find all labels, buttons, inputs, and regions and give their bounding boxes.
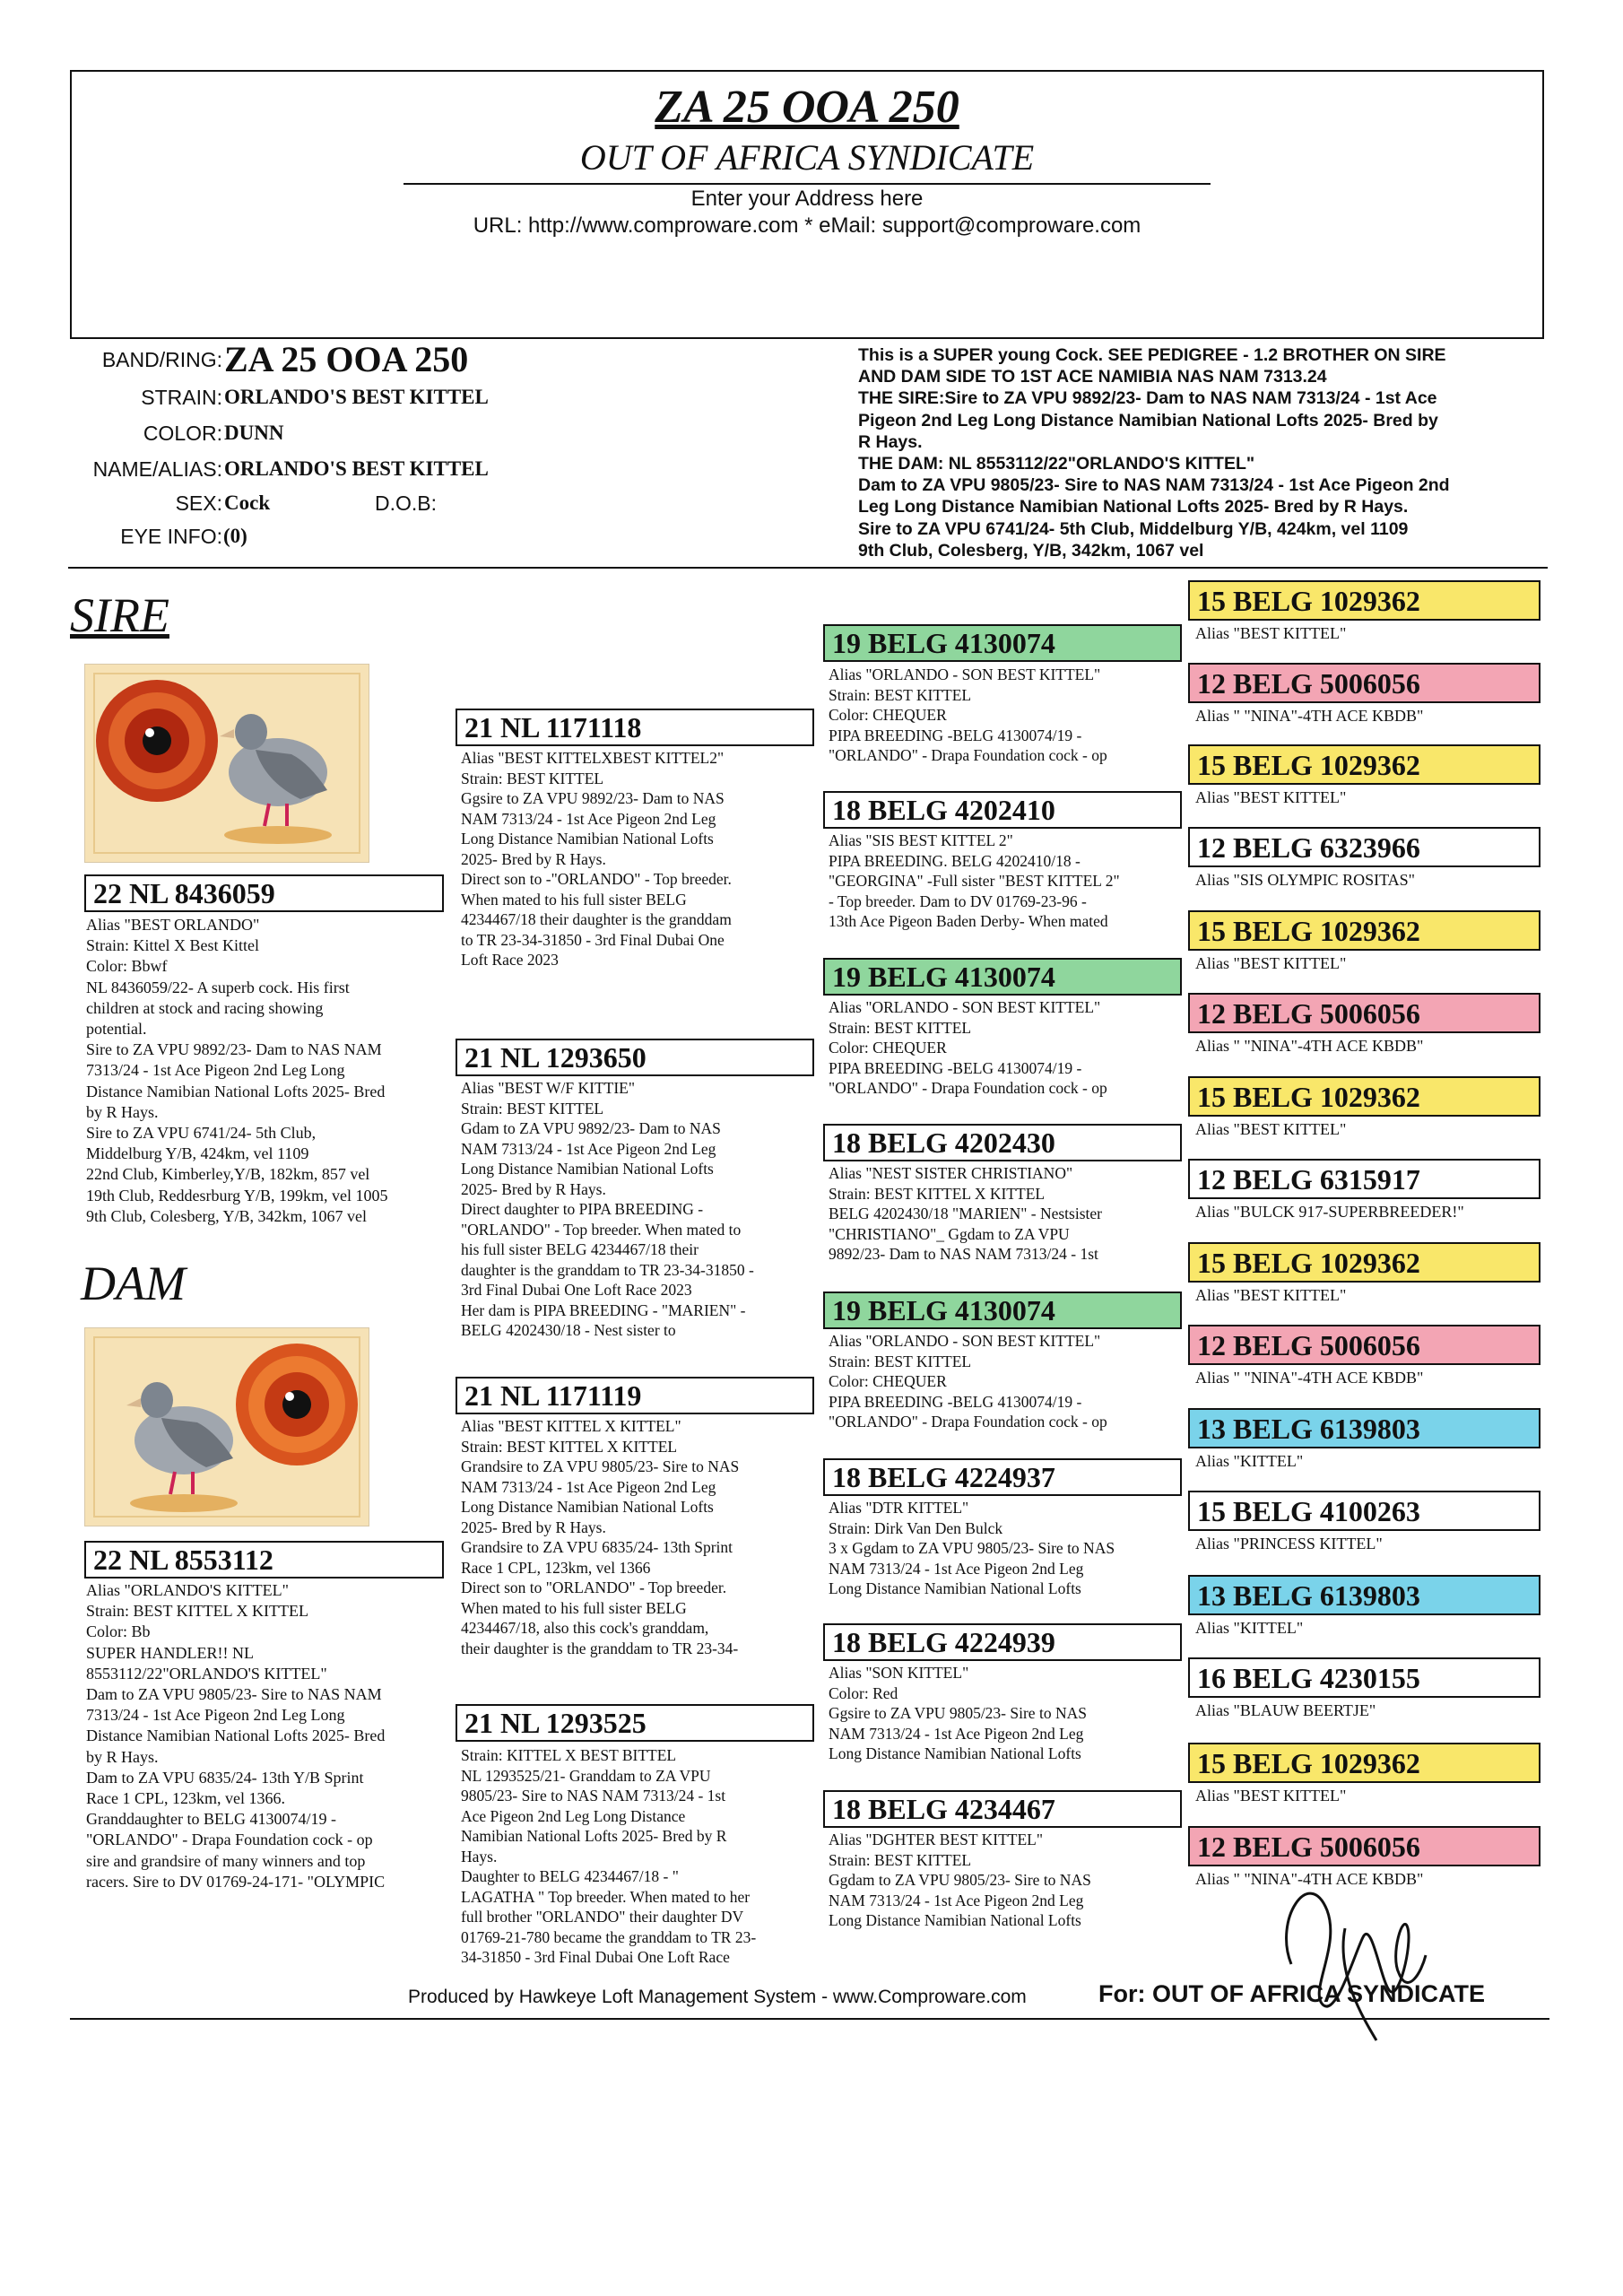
gen3-note-line: - Top breeder. Dam to DV 01769-23-96 - — [829, 891, 1087, 910]
dam-note-line: by R Hays. — [86, 1747, 159, 1766]
gen2-note-line: Ace Pigeon 2nd Leg Long Distance — [461, 1806, 686, 1825]
gen2-note-line: daughter is the granddam to TR 23-34-31850 - — [461, 1260, 754, 1279]
dam-note-line: racers. Sire to DV 01769-24-171- "OLYMPIC — [86, 1872, 386, 1891]
gen2-note-line: Long Distance Namibian National Lofts — [461, 1160, 714, 1178]
url-line: URL: http://www.comproware.com * eMail: support@comproware.com — [473, 213, 1141, 238]
gen4-band: 12 BELG 5006056 — [1197, 996, 1420, 1030]
gen2-note-line: Grandsire to ZA VPU 9805/23- Sire to NAS — [461, 1457, 740, 1475]
gen2-notes-2 — [461, 1078, 820, 1341]
gen3-note-line: Alias "ORLANDO - SON BEST KITTEL" — [829, 665, 1101, 683]
sire-note-line: Middelburg Y/B, 424km, vel 1109 — [86, 1144, 309, 1163]
dam-heading: DAM — [81, 1257, 186, 1310]
gen4-alias: Alias "BEST KITTEL" — [1195, 1120, 1347, 1138]
gen3-notes-4 — [829, 1163, 1187, 1265]
gen3-note-line: Alias "ORLANDO - SON BEST KITTEL" — [829, 1332, 1101, 1350]
dam-note-line: Dam to ZA VPU 6835/24- 13th Y/B Sprint — [86, 1768, 364, 1787]
sire-note-line: by R Hays. — [86, 1102, 159, 1121]
gen3-note-line: Ggdam to ZA VPU 9805/23- Sire to NAS — [829, 1871, 1091, 1889]
gen4-alias: Alias "BEST KITTEL" — [1195, 1286, 1347, 1304]
gen3-band: 18 BELG 4224939 — [832, 1626, 1055, 1658]
gen2-notes-3 — [461, 1416, 820, 1658]
gen4-band: 12 BELG 6315917 — [1197, 1162, 1420, 1196]
gen3-note-line: Alias "SIS BEST KITTEL 2" — [829, 831, 1013, 849]
gen3-band: 19 BELG 4130074 — [832, 961, 1055, 993]
gen3-note-line: Color: CHEQUER — [829, 1372, 947, 1390]
description-line: Pigeon 2nd Leg Long Distance Namibian National Lofts 2025- Bred by — [858, 410, 1438, 430]
gen4-alias: Alias "BEST KITTEL" — [1195, 788, 1347, 806]
gen2-note-line: NAM 7313/24 - 1st Ace Pigeon 2nd Leg — [461, 1477, 716, 1496]
gen2-note-line: BELG 4202430/18 - Nest sister to — [461, 1321, 676, 1339]
eye-value: (0) — [223, 525, 247, 547]
gen3-band-box-7[interactable] — [823, 1623, 1182, 1661]
gen4-alias: Alias " "NINA"-4TH ACE KBDB" — [1195, 1369, 1424, 1387]
gen3-note-line: Strain: BEST KITTEL — [829, 685, 972, 704]
gen3-note-line: 3 x Ggdam to ZA VPU 9805/23- Sire to NAS — [829, 1539, 1115, 1557]
gen2-note-line: 2025- Bred by R Hays. — [461, 1179, 606, 1198]
gen2-note-line: Strain: KITTEL X BEST BITTEL — [461, 1746, 677, 1764]
gen3-note-line: PIPA BREEDING -BELG 4130074/19 - — [829, 726, 1082, 744]
dam-note-line: Strain: BEST KITTEL X KITTEL — [86, 1602, 308, 1621]
gen3-band-box-8[interactable] — [823, 1790, 1182, 1828]
gen2-note-line: 2025- Bred by R Hays. — [461, 849, 606, 868]
gen3-band: 19 BELG 4130074 — [832, 627, 1055, 659]
gen2-band: 21 NL 1171118 — [464, 711, 642, 744]
gen3-note-line: Strain: BEST KITTEL — [829, 1850, 972, 1869]
gen2-note-line: Loft Race 2023 — [461, 951, 559, 969]
description-line: Dam to ZA VPU 9805/23- Sire to NAS NAM 7313/24 - 1st Ace Pigeon 2nd — [858, 475, 1450, 496]
strain-value: ORLANDO'S BEST KITTEL — [224, 386, 489, 408]
description-line: THE DAM: NL 8553112/22"ORLANDO'S KITTEL" — [858, 454, 1255, 474]
gen3-note-line: Strain: BEST KITTEL — [829, 1018, 972, 1037]
gen3-note-line: Color: CHEQUER — [829, 1039, 947, 1057]
gen2-note-line: 01769-21-780 became the granddam to TR 23- — [461, 1927, 757, 1946]
gen4-band-box-3[interactable] — [1188, 744, 1541, 785]
gen4-band: 15 BELG 1029362 — [1197, 584, 1420, 617]
gen3-note-line: "ORLANDO" - Drapa Foundation cock - op — [829, 1413, 1107, 1431]
gen2-band-box-3[interactable] — [456, 1377, 814, 1414]
dam-note-line: SUPER HANDLER!! NL — [86, 1643, 254, 1662]
gen4-band-box-11[interactable] — [1188, 1408, 1541, 1448]
gen3-note-line: Color: Red — [829, 1683, 898, 1702]
gen4-band: 12 BELG 5006056 — [1197, 1328, 1420, 1361]
gen2-note-line: NAM 7313/24 - 1st Ace Pigeon 2nd Leg — [461, 809, 716, 828]
sire-notes — [86, 915, 445, 1227]
name-value: ORLANDO'S BEST KITTEL — [224, 457, 489, 480]
gen4-band: 15 BELG 1029362 — [1197, 1746, 1420, 1779]
gen2-note-line: Direct son to -"ORLANDO" - Top breeder. — [461, 870, 732, 888]
gen3-band: 19 BELG 4130074 — [832, 1294, 1055, 1326]
sire-band: 22 NL 8436059 — [93, 877, 275, 909]
strain-label: STRAIN: — [141, 386, 222, 409]
gen3-note-line: Alias "ORLANDO - SON BEST KITTEL" — [829, 998, 1101, 1016]
gen3-band: 18 BELG 4202430 — [832, 1126, 1055, 1159]
dam-band: 22 NL 8553112 — [93, 1544, 273, 1576]
gen2-note-line: When mated to his full sister BELG — [461, 1598, 687, 1617]
sire-note-line: Strain: Kittel X Best Kittel — [86, 936, 259, 955]
gen3-note-line: PIPA BREEDING. BELG 4202410/18 - — [829, 851, 1081, 870]
gen4-alias: Alias " "NINA"-4TH ACE KBDB" — [1195, 1037, 1424, 1055]
gen3-band-box-6[interactable] — [823, 1458, 1182, 1496]
gen3-note-line: 9892/23- Dam to NAS NAM 7313/24 - 1st — [829, 1245, 1098, 1263]
gen4-alias: Alias "BLAUW BEERTJE" — [1195, 1701, 1376, 1719]
gen3-band: 18 BELG 4202410 — [832, 794, 1055, 826]
gen4-band-box-6[interactable] — [1188, 993, 1541, 1033]
gen3-note-line: PIPA BREEDING -BELG 4130074/19 - — [829, 1058, 1082, 1077]
gen2-note-line: their daughter is the granddam to TR 23-34- — [461, 1639, 739, 1657]
gen4-band-box-5[interactable] — [1188, 910, 1541, 951]
gen3-band: 18 BELG 4234467 — [832, 1793, 1055, 1825]
gen3-notes-2 — [829, 831, 1187, 932]
gen3-note-line: PIPA BREEDING -BELG 4130074/19 - — [829, 1392, 1082, 1411]
gen2-note-line: Grandsire to ZA VPU 6835/24- 13th Sprint — [461, 1538, 733, 1556]
dam-note-line: sire and grandsire of many winners and top — [86, 1851, 366, 1870]
gen2-note-line: 4234467/18, also this cock's granddam, — [461, 1619, 709, 1637]
gen3-notes-7 — [829, 1663, 1187, 1764]
sex-label: SEX: — [175, 491, 222, 515]
gen3-note-line: Alias "SON KITTEL" — [829, 1664, 969, 1682]
gen3-note-line: "ORLANDO" - Drapa Foundation cock - op — [829, 746, 1107, 764]
gen4-alias: Alias "BEST KITTEL" — [1195, 954, 1347, 972]
gen2-band-box-4[interactable] — [456, 1704, 814, 1742]
description-line: THE SIRE:Sire to ZA VPU 9892/23- Dam to NAS NAM 7313/24 - 1st Ace — [858, 388, 1437, 409]
gen4-band: 16 BELG 4230155 — [1197, 1661, 1420, 1694]
gen2-note-line: to TR 23-34-31850 - 3rd Final Dubai One — [461, 930, 725, 949]
gen3-note-line: Long Distance Namibian National Lofts — [829, 1744, 1081, 1762]
gen4-band-box-7[interactable] — [1188, 1076, 1541, 1117]
gen4-band-box-1[interactable] — [1188, 580, 1541, 621]
dob-label: D.O.B: — [375, 491, 438, 515]
gen2-note-line: Direct daughter to PIPA BREEDING - — [461, 1200, 704, 1218]
sire-note-line: 22nd Club, Kimberley,Y/B, 182km, 857 vel — [86, 1165, 370, 1184]
description-line: AND DAM SIDE TO 1ST ACE NAMIBIA NAS NAM 7313.24 — [858, 367, 1327, 387]
gen2-band: 21 NL 1171119 — [464, 1379, 642, 1412]
gen4-band: 15 BELG 1029362 — [1197, 914, 1420, 947]
gen3-band: 18 BELG 4224937 — [832, 1461, 1055, 1493]
gen4-band-box-2[interactable] — [1188, 663, 1541, 703]
header-divider — [404, 183, 1211, 185]
gen2-note-line: 3rd Final Dubai One Loft Race 2023 — [461, 1281, 692, 1299]
gen4-band: 15 BELG 1029362 — [1197, 1246, 1420, 1279]
gen3-band-box-2[interactable] — [823, 791, 1182, 829]
sire-band-box[interactable] — [84, 874, 444, 912]
gen2-note-line: Direct son to "ORLANDO" - Top breeder. — [461, 1578, 727, 1596]
gen4-alias: Alias " "NINA"-4TH ACE KBDB" — [1195, 707, 1424, 725]
header-box — [70, 70, 1544, 339]
gen4-band-box-13[interactable] — [1188, 1575, 1541, 1615]
sire-note-line: 7313/24 - 1st Ace Pigeon 2nd Leg Long — [86, 1061, 345, 1080]
description-line: R Hays. — [858, 431, 923, 452]
gen3-notes-5 — [829, 1331, 1187, 1432]
gen2-note-line: Strain: BEST KITTEL X KITTEL — [461, 1437, 678, 1456]
gen4-alias: Alias " "NINA"-4TH ACE KBDB" — [1195, 1870, 1424, 1888]
sire-note-line: 19th Club, Reddesrburg Y/B, 199km, vel 1005 — [86, 1186, 388, 1205]
gen4-band-box-9[interactable] — [1188, 1242, 1541, 1283]
gen2-note-line: "ORLANDO" - Top breeder. When mated to — [461, 1220, 742, 1239]
gen3-note-line: Long Distance Namibian National Lofts — [829, 1579, 1081, 1597]
gen2-note-line: full brother "ORLANDO" their daughter DV — [461, 1908, 744, 1926]
gen4-band-box-12[interactable] — [1188, 1491, 1541, 1531]
gen4-band-box-10[interactable] — [1188, 1325, 1541, 1365]
sire-note-line: Alias "BEST ORLANDO" — [86, 916, 260, 934]
gen3-note-line: Alias "DTR KITTEL" — [829, 1499, 969, 1517]
gen4-band: 13 BELG 6139803 — [1197, 1412, 1420, 1445]
gen2-note-line: 9805/23- Sire to NAS NAM 7313/24 - 1st — [461, 1787, 726, 1805]
dam-notes — [86, 1580, 445, 1892]
dam-note-line: 8553112/22"ORLANDO'S KITTEL" — [86, 1664, 327, 1683]
gen4-band: 15 BELG 1029362 — [1197, 1080, 1420, 1113]
sex-value: Cock — [224, 491, 271, 514]
gen2-note-line: Strain: BEST KITTEL — [461, 769, 604, 787]
gen3-note-line: Alias "NEST SISTER CHRISTIANO" — [829, 1164, 1073, 1182]
sire-photo-art — [85, 665, 369, 862]
gen2-note-line: Long Distance Namibian National Lofts — [461, 1498, 714, 1516]
gen2-note-line: Alias "BEST KITTELXBEST KITTEL2" — [461, 749, 725, 767]
info-divider — [68, 567, 1548, 569]
gen4-band: 15 BELG 1029362 — [1197, 748, 1420, 781]
gen3-note-line: Strain: Dirk Van Den Bulck — [829, 1518, 1003, 1537]
gen2-band-box-2[interactable] — [456, 1039, 814, 1076]
gen4-alias: Alias "PRINCESS KITTEL" — [1195, 1535, 1383, 1552]
gen3-note-line: NAM 7313/24 - 1st Ace Pigeon 2nd Leg — [829, 1891, 1084, 1909]
gen3-band-box-5[interactable] — [823, 1292, 1182, 1329]
sire-note-line: Distance Namibian National Lofts 2025- Bred — [86, 1082, 386, 1100]
dam-note-line: "ORLANDO" - Drapa Foundation cock - op — [86, 1831, 373, 1849]
gen2-note-line: LAGATHA " Top breeder. When mated to her — [461, 1887, 751, 1906]
gen2-band: 21 NL 1293650 — [464, 1041, 647, 1074]
band-value: ZA 25 OOA 250 — [224, 339, 469, 379]
gen4-band-box-8[interactable] — [1188, 1159, 1541, 1199]
dam-photo — [84, 1327, 369, 1526]
pedigree-title: ZA 25 OOA 250 — [655, 82, 959, 133]
gen4-band: 12 BELG 6323966 — [1197, 831, 1420, 864]
gen2-note-line: When mated to his full sister BELG — [461, 890, 687, 909]
gen2-band-box-1[interactable] — [456, 709, 814, 746]
gen2-note-line: Namibian National Lofts 2025- Bred by R — [461, 1827, 727, 1845]
gen3-band-box-3[interactable] — [823, 958, 1182, 996]
gen2-note-line: Strain: BEST KITTEL — [461, 1099, 604, 1118]
gen3-notes-8 — [829, 1830, 1187, 1931]
dam-photo-art — [85, 1328, 369, 1526]
gen4-alias: Alias "KITTEL" — [1195, 1619, 1304, 1637]
bird-description — [858, 344, 1540, 561]
sire-heading: SIRE — [70, 588, 169, 642]
color-label: COLOR: — [143, 422, 222, 445]
sire-note-line: Sire to ZA VPU 9892/23- Dam to NAS NAM — [86, 1040, 382, 1059]
footer-divider — [70, 2018, 1549, 2020]
gen4-alias: Alias "BULCK 917-SUPERBREEDER!" — [1195, 1203, 1464, 1221]
gen2-note-line: Hays. — [461, 1847, 498, 1866]
color-value: DUNN — [224, 422, 284, 444]
gen2-note-line: Gdam to ZA VPU 9892/23- Dam to NAS — [461, 1119, 721, 1137]
gen3-band-box-1[interactable] — [823, 624, 1182, 662]
gen3-band-box-4[interactable] — [823, 1124, 1182, 1161]
gen4-band-box-15[interactable] — [1188, 1743, 1541, 1783]
gen4-band: 12 BELG 5006056 — [1197, 1830, 1420, 1863]
gen4-alias: Alias "BEST KITTEL" — [1195, 624, 1347, 642]
gen3-note-line: BELG 4202430/18 "MARIEN" - Nestsister — [829, 1205, 1102, 1222]
sire-note-line: Sire to ZA VPU 6741/24- 5th Club, — [86, 1124, 317, 1143]
sire-note-line: children at stock and racing showing — [86, 998, 324, 1017]
signature-scribble — [1255, 1848, 1453, 2045]
for-syndicate-text: For: OUT OF AFRICA SYNDICATE — [1098, 1980, 1485, 2007]
gen2-band: 21 NL 1293525 — [464, 1707, 647, 1739]
description-line: This is a SUPER young Cock. SEE PEDIGREE - 1.2 BROTHER ON SIRE — [858, 345, 1446, 365]
gen2-note-line: Ggsire to ZA VPU 9892/23- Dam to NAS — [461, 789, 725, 807]
description-line: 9th Club, Colesberg, Y/B, 342km, 1067 vel — [858, 540, 1204, 561]
gen3-note-line: "ORLANDO" - Drapa Foundation cock - op — [829, 1079, 1107, 1097]
gen2-note-line: Her dam is PIPA BREEDING - "MARIEN" - — [461, 1300, 746, 1319]
gen2-note-line: 2025- Bred by R Hays. — [461, 1518, 606, 1536]
dam-note-line: Dam to ZA VPU 9805/23- Sire to NAS NAM — [86, 1685, 382, 1704]
dam-band-box[interactable] — [84, 1541, 444, 1578]
gen2-note-line: NL 1293525/21- Granddam to ZA VPU — [461, 1766, 711, 1785]
gen3-note-line: 13th Ace Pigeon Baden Derby- When mated — [829, 912, 1108, 930]
syndicate-name: OUT OF AFRICA SYNDICATE — [579, 137, 1035, 178]
gen3-notes-1 — [829, 665, 1187, 766]
description-line: Sire to ZA VPU 6741/24- 5th Club, Middelburg Y/B, 424km, vel 1109 — [858, 518, 1409, 539]
gen4-band: 12 BELG 5006056 — [1197, 666, 1420, 700]
gen2-notes-4 — [461, 1745, 820, 1968]
gen4-band: 15 BELG 4100263 — [1197, 1494, 1420, 1527]
dam-note-line: Race 1 CPL, 123km, vel 1366. — [86, 1789, 285, 1808]
gen3-notes-6 — [829, 1498, 1187, 1599]
gen4-band-box-4[interactable] — [1188, 827, 1541, 867]
gen3-note-line: Strain: BEST KITTEL X KITTEL — [829, 1184, 1046, 1203]
gen3-note-line: Alias "DGHTER BEST KITTEL" — [829, 1831, 1044, 1848]
gen3-note-line: Color: CHEQUER — [829, 706, 947, 724]
gen2-note-line: 34-31850 - 3rd Final Dubai One Loft Race — [461, 1948, 730, 1966]
gen2-note-line: Alias "BEST W/F KITTIE" — [461, 1079, 635, 1097]
gen2-note-line: Daughter to BELG 4234467/18 - " — [461, 1867, 679, 1885]
dam-note-line: Color: Bb — [86, 1622, 151, 1641]
gen3-notes-3 — [829, 997, 1187, 1099]
gen3-note-line: NAM 7313/24 - 1st Ace Pigeon 2nd Leg — [829, 1559, 1084, 1578]
gen4-alias: Alias "BEST KITTEL" — [1195, 1787, 1347, 1805]
gen2-note-line: 4234467/18 their daughter is the granddam — [461, 910, 732, 928]
gen2-note-line: his full sister BELG 4234467/18 their — [461, 1240, 699, 1258]
gen3-note-line: Long Distance Namibian National Lofts — [829, 1911, 1081, 1929]
dam-note-line: 7313/24 - 1st Ace Pigeon 2nd Leg Long — [86, 1706, 345, 1725]
gen2-notes-1 — [461, 748, 820, 970]
gen4-band-box-14[interactable] — [1188, 1657, 1541, 1698]
gen2-note-line: Alias "BEST KITTEL X KITTEL" — [461, 1417, 681, 1435]
gen3-note-line: "GEORGINA" -Full sister "BEST KITTEL 2" — [829, 872, 1120, 890]
produced-by-text: Produced by Hawkeye Loft Management System - www.Comproware.com — [408, 1987, 1027, 2007]
sire-note-line: Color: Bbwf — [86, 957, 168, 976]
dam-note-line: Distance Namibian National Lofts 2025- Bred — [86, 1726, 386, 1745]
gen3-note-line: NAM 7313/24 - 1st Ace Pigeon 2nd Leg — [829, 1724, 1084, 1743]
gen3-note-line: Strain: BEST KITTEL — [829, 1352, 972, 1370]
dam-note-line: Alias "ORLANDO'S KITTEL" — [86, 1581, 289, 1599]
gen2-note-line: Long Distance Namibian National Lofts — [461, 830, 714, 848]
gen4-alias: Alias "SIS OLYMPIC ROSITAS" — [1195, 871, 1415, 889]
description-line: Leg Long Distance Namibian National Lofts 2025- Bred by R Hays. — [858, 497, 1409, 517]
gen2-note-line: NAM 7313/24 - 1st Ace Pigeon 2nd Leg — [461, 1139, 716, 1158]
sire-photo — [84, 664, 369, 863]
gen2-note-line: Race 1 CPL, 123km, vel 1366 — [461, 1558, 651, 1577]
eye-label: EYE INFO: — [120, 525, 222, 548]
band-label: BAND/RING: — [101, 348, 222, 371]
gen3-note-line: "CHRISTIANO"_ Ggdam to ZA VPU — [829, 1224, 1070, 1243]
sire-note-line: NL 8436059/22- A superb cock. His first — [86, 978, 350, 996]
gen3-note-line: Ggsire to ZA VPU 9805/23- Sire to NAS — [829, 1704, 1087, 1722]
sire-note-line: 9th Club, Colesberg, Y/B, 342km, 1067 vel — [86, 1206, 367, 1225]
gen4-band: 13 BELG 6139803 — [1197, 1578, 1420, 1612]
dam-note-line: Granddaughter to BELG 4130074/19 - — [86, 1810, 336, 1829]
gen4-alias: Alias "KITTEL" — [1195, 1452, 1304, 1470]
name-label: NAME/ALIAS: — [92, 457, 222, 481]
sire-note-line: potential. — [86, 1020, 147, 1039]
address-line: Enter your Address here — [690, 187, 924, 211]
